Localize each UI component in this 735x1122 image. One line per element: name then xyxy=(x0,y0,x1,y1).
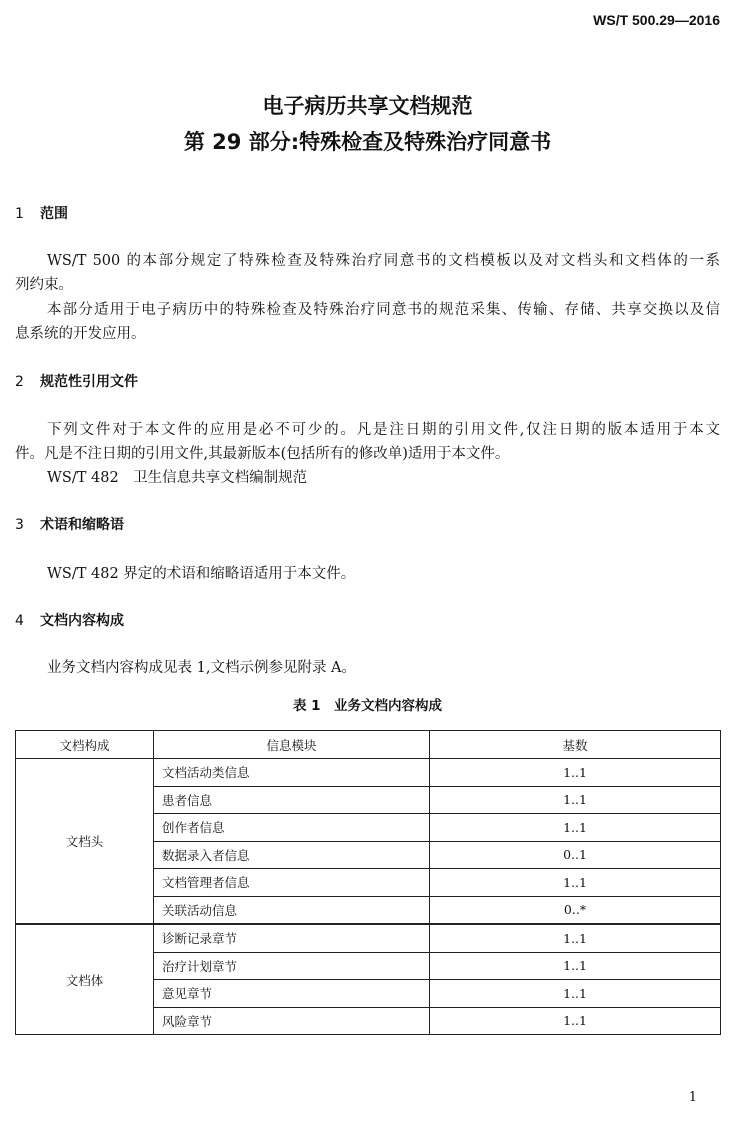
paragraph-line: 息系统的开发应用。 xyxy=(15,326,146,342)
cardinality-cell: 1..1 xyxy=(430,1007,721,1035)
section-number: 3 xyxy=(15,517,24,533)
section-title: 范围 xyxy=(40,206,68,222)
paragraph-line: 下列文件对于本文件的应用是必不可少的。凡是注日期的引用文件,仅注日期的版本适用于本文 xyxy=(47,422,720,438)
document-part-cell: 文档头 xyxy=(16,759,154,925)
section-heading-3 xyxy=(15,514,124,534)
section-heading-2 xyxy=(15,371,138,391)
section-title: 规范性引用文件 xyxy=(40,374,138,390)
info-module-cell: 数据录入者信息 xyxy=(154,841,430,869)
cardinality-cell: 1..1 xyxy=(430,980,721,1008)
cardinality-cell: 1..1 xyxy=(430,869,721,897)
table-row xyxy=(16,759,721,787)
paragraph-line: 本部分适用于电子病历中的特殊检查及特殊治疗同意书的规范采集、传输、存储、共享交换以及信 xyxy=(47,302,720,318)
section-number: 2 xyxy=(15,374,24,390)
page-number: 1 xyxy=(688,1090,697,1105)
info-module-cell: 治疗计划章节 xyxy=(154,952,430,980)
info-module-cell: 文档管理者信息 xyxy=(154,869,430,897)
table-row xyxy=(16,924,721,952)
info-module-cell: 风险章节 xyxy=(154,1007,430,1035)
info-module-cell: 创作者信息 xyxy=(154,814,430,842)
info-module-cell: 患者信息 xyxy=(154,786,430,814)
section-heading-4 xyxy=(15,610,124,630)
paragraph-line: WS/T 482 界定的术语和缩略语适用于本文件。 xyxy=(47,566,356,582)
section-number: 4 xyxy=(15,613,24,629)
standard-number: WS/T 500.29—2016 xyxy=(593,12,720,28)
cardinality-cell: 1..1 xyxy=(430,952,721,980)
info-module-cell: 诊断记录章节 xyxy=(154,924,430,952)
content-table xyxy=(15,730,721,1035)
cardinality-cell: 1..1 xyxy=(430,924,721,952)
info-module-cell: 意见章节 xyxy=(154,980,430,1008)
section-title: 术语和缩略语 xyxy=(40,517,124,533)
column-header: 基数 xyxy=(430,731,721,759)
section-heading-1 xyxy=(15,203,68,223)
info-module-cell: 关联活动信息 xyxy=(154,896,430,924)
cardinality-cell: 1..1 xyxy=(430,814,721,842)
document-subtitle: 第 29 部分:特殊检查及特殊治疗同意书 xyxy=(183,130,552,154)
paragraph-line: 业务文档内容构成见表 1,文档示例参见附录 A。 xyxy=(47,660,357,676)
column-header: 文档构成 xyxy=(16,731,154,759)
section-title: 文档内容构成 xyxy=(40,613,124,629)
reference-item: WS/T 482 卫生信息共享文档编制规范 xyxy=(47,470,308,486)
table-header-row xyxy=(16,731,721,759)
paragraph-line: WS/T 500 的本部分规定了特殊检查及特殊治疗同意书的文档模板以及对文档头和文档体的一系 xyxy=(47,253,720,269)
paragraph-line: 件。凡是不注日期的引用文件,其最新版本(包括所有的修改单)适用于本文件。 xyxy=(15,446,510,462)
document-title: 电子病历共享文档规范 xyxy=(262,94,473,118)
cardinality-cell: 0..* xyxy=(430,896,721,924)
paragraph-line: 列约束。 xyxy=(15,277,73,293)
cardinality-cell: 1..1 xyxy=(430,786,721,814)
column-header: 信息模块 xyxy=(154,731,430,759)
cardinality-cell: 1..1 xyxy=(430,759,721,787)
info-module-cell: 文档活动类信息 xyxy=(154,759,430,787)
document-part-cell: 文档体 xyxy=(16,924,154,1035)
table-caption: 表 1 业务文档内容构成 xyxy=(292,698,443,714)
section-number: 1 xyxy=(15,206,24,222)
cardinality-cell: 0..1 xyxy=(430,841,721,869)
